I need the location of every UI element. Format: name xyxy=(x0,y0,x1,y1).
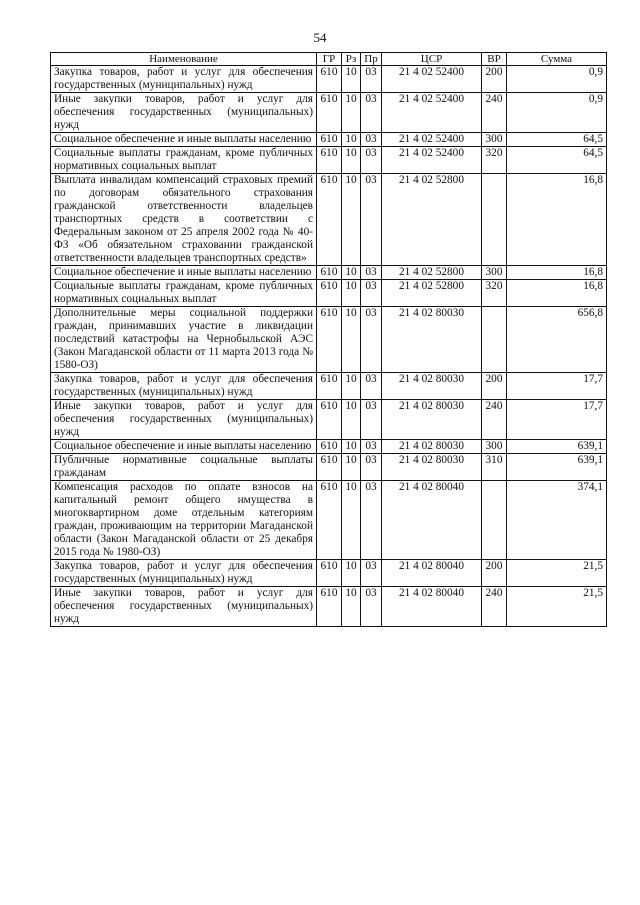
cell-vr: 240 xyxy=(482,400,507,440)
cell-csr: 21 4 02 80030 xyxy=(382,440,482,454)
cell-gr: 610 xyxy=(317,587,342,627)
cell-rz: 10 xyxy=(342,280,361,307)
cell-vr: 200 xyxy=(482,560,507,587)
cell-sum: 16,8 xyxy=(507,280,607,307)
cell-csr: 21 4 02 52400 xyxy=(382,93,482,133)
cell-vr: 300 xyxy=(482,133,507,147)
cell-sum: 21,5 xyxy=(507,560,607,587)
cell-name: Социальное обеспечение и иные выплаты населению xyxy=(51,133,317,147)
cell-csr: 21 4 02 52800 xyxy=(382,266,482,280)
cell-csr: 21 4 02 52400 xyxy=(382,66,482,93)
cell-rz: 10 xyxy=(342,266,361,280)
table-row xyxy=(51,307,607,373)
cell-rz: 10 xyxy=(342,560,361,587)
cell-csr: 21 4 02 80030 xyxy=(382,307,482,373)
cell-csr: 21 4 02 52400 xyxy=(382,133,482,147)
cell-gr: 610 xyxy=(317,174,342,266)
cell-csr: 21 4 02 52800 xyxy=(382,174,482,266)
cell-pr: 03 xyxy=(361,280,382,307)
cell-vr: 200 xyxy=(482,66,507,93)
cell-rz: 10 xyxy=(342,133,361,147)
cell-rz: 10 xyxy=(342,481,361,560)
cell-name: Социальные выплаты гражданам, кроме публичных нормативных социальных выплат xyxy=(51,147,317,174)
table-row xyxy=(51,454,607,481)
cell-sum: 64,5 xyxy=(507,133,607,147)
cell-csr: 21 4 02 80030 xyxy=(382,373,482,400)
cell-csr: 21 4 02 80040 xyxy=(382,587,482,627)
cell-gr: 610 xyxy=(317,454,342,481)
table-row xyxy=(51,400,607,440)
table-row xyxy=(51,66,607,93)
cell-name: Дополнительные меры социальной поддержки граждан, принимавших участие в ликвидации последствий катастрофы на Чернобыльской АЭС (Закон Магаданской области от 11 марта 2013 года № 1580-ОЗ) xyxy=(51,307,317,373)
cell-gr: 610 xyxy=(317,66,342,93)
cell-sum: 16,8 xyxy=(507,174,607,266)
cell-name: Социальные выплаты гражданам, кроме публичных нормативных социальных выплат xyxy=(51,280,317,307)
table-row xyxy=(51,93,607,133)
cell-csr: 21 4 02 80030 xyxy=(382,400,482,440)
cell-name: Иные закупки товаров, работ и услуг для обеспечения государственных (муниципальных) нужд xyxy=(51,400,317,440)
cell-vr: 300 xyxy=(482,440,507,454)
cell-pr: 03 xyxy=(361,133,382,147)
cell-gr: 610 xyxy=(317,147,342,174)
cell-pr: 03 xyxy=(361,481,382,560)
cell-gr: 610 xyxy=(317,481,342,560)
cell-pr: 03 xyxy=(361,587,382,627)
cell-vr: 320 xyxy=(482,147,507,174)
cell-gr: 610 xyxy=(317,373,342,400)
cell-rz: 10 xyxy=(342,307,361,373)
table-row xyxy=(51,587,607,627)
cell-pr: 03 xyxy=(361,454,382,481)
cell-pr: 03 xyxy=(361,307,382,373)
cell-gr: 610 xyxy=(317,307,342,373)
cell-name: Закупка товаров, работ и услуг для обеспечения государственных (муниципальных) нужд xyxy=(51,373,317,400)
cell-name: Закупка товаров, работ и услуг для обеспечения государственных (муниципальных) нужд xyxy=(51,66,317,93)
cell-sum: 0,9 xyxy=(507,66,607,93)
table-row xyxy=(51,440,607,454)
cell-rz: 10 xyxy=(342,147,361,174)
cell-rz: 10 xyxy=(342,174,361,266)
cell-name: Компенсация расходов по оплате взносов на капитальный ремонт общего имущества в многоквартирном доме отдельным категориям граждан, проживающим на территории Магаданской области (Закон Магаданской области от 25 декабря 2015 года № 1980-ОЗ) xyxy=(51,481,317,560)
cell-rz: 10 xyxy=(342,454,361,481)
cell-gr: 610 xyxy=(317,400,342,440)
header-name: Наименование xyxy=(51,53,317,66)
cell-pr: 03 xyxy=(361,400,382,440)
cell-name: Выплата инвалидам компенсаций страховых премий по договорам обязательного страхования гражданской ответственности владельцев транспортных средств в соответствии с Федеральным законом от 25 апреля 2002 года № 40-ФЗ «Об обязательном страховании гражданской ответственности владельцев транспортных средств» xyxy=(51,174,317,266)
cell-sum: 17,7 xyxy=(507,400,607,440)
table-row xyxy=(51,560,607,587)
cell-csr: 21 4 02 80040 xyxy=(382,481,482,560)
table-body xyxy=(51,66,607,627)
cell-pr: 03 xyxy=(361,440,382,454)
cell-vr: 240 xyxy=(482,93,507,133)
cell-sum: 17,7 xyxy=(507,373,607,400)
header-gr: ГР xyxy=(317,53,342,66)
cell-vr xyxy=(482,481,507,560)
cell-gr: 610 xyxy=(317,266,342,280)
table-row xyxy=(51,174,607,266)
cell-name: Социальное обеспечение и иные выплаты населению xyxy=(51,440,317,454)
cell-vr xyxy=(482,307,507,373)
cell-pr: 03 xyxy=(361,266,382,280)
cell-rz: 10 xyxy=(342,440,361,454)
cell-csr: 21 4 02 52800 xyxy=(382,280,482,307)
table-row xyxy=(51,147,607,174)
header-csr: ЦСР xyxy=(382,53,482,66)
cell-gr: 610 xyxy=(317,560,342,587)
cell-vr: 240 xyxy=(482,587,507,627)
cell-rz: 10 xyxy=(342,66,361,93)
header-pr: Пр xyxy=(361,53,382,66)
cell-gr: 610 xyxy=(317,280,342,307)
cell-vr: 310 xyxy=(482,454,507,481)
cell-gr: 610 xyxy=(317,133,342,147)
cell-sum: 639,1 xyxy=(507,440,607,454)
header-rz: Рз xyxy=(342,53,361,66)
table-row xyxy=(51,266,607,280)
cell-rz: 10 xyxy=(342,587,361,627)
cell-pr: 03 xyxy=(361,66,382,93)
cell-pr: 03 xyxy=(361,93,382,133)
cell-sum: 374,1 xyxy=(507,481,607,560)
cell-pr: 03 xyxy=(361,560,382,587)
cell-vr xyxy=(482,174,507,266)
cell-name: Социальное обеспечение и иные выплаты населению xyxy=(51,266,317,280)
cell-sum: 0,9 xyxy=(507,93,607,133)
cell-csr: 21 4 02 80030 xyxy=(382,454,482,481)
cell-rz: 10 xyxy=(342,400,361,440)
table-row xyxy=(51,133,607,147)
cell-vr: 300 xyxy=(482,266,507,280)
cell-sum: 16,8 xyxy=(507,266,607,280)
cell-sum: 656,8 xyxy=(507,307,607,373)
cell-name: Иные закупки товаров, работ и услуг для обеспечения государственных (муниципальных) нужд xyxy=(51,587,317,627)
cell-pr: 03 xyxy=(361,174,382,266)
cell-csr: 21 4 02 52400 xyxy=(382,147,482,174)
cell-gr: 610 xyxy=(317,440,342,454)
page-number: 54 xyxy=(313,30,327,45)
table-row xyxy=(51,481,607,560)
cell-gr: 610 xyxy=(317,93,342,133)
cell-csr: 21 4 02 80040 xyxy=(382,560,482,587)
cell-name: Публичные нормативные социальные выплаты гражданам xyxy=(51,454,317,481)
cell-rz: 10 xyxy=(342,373,361,400)
cell-vr: 320 xyxy=(482,280,507,307)
cell-pr: 03 xyxy=(361,373,382,400)
cell-sum: 21,5 xyxy=(507,587,607,627)
cell-sum: 639,1 xyxy=(507,454,607,481)
cell-name: Закупка товаров, работ и услуг для обеспечения государственных (муниципальных) нужд xyxy=(51,560,317,587)
table-row xyxy=(51,373,607,400)
header-sum: Сумма xyxy=(507,53,607,66)
cell-vr: 200 xyxy=(482,373,507,400)
cell-sum: 64,5 xyxy=(507,147,607,174)
budget-table xyxy=(50,52,607,627)
cell-rz: 10 xyxy=(342,93,361,133)
header-vr: ВР xyxy=(482,53,507,66)
cell-name: Иные закупки товаров, работ и услуг для обеспечения государственных (муниципальных) нужд xyxy=(51,93,317,133)
table-header-row xyxy=(51,53,607,66)
cell-pr: 03 xyxy=(361,147,382,174)
table-row xyxy=(51,280,607,307)
